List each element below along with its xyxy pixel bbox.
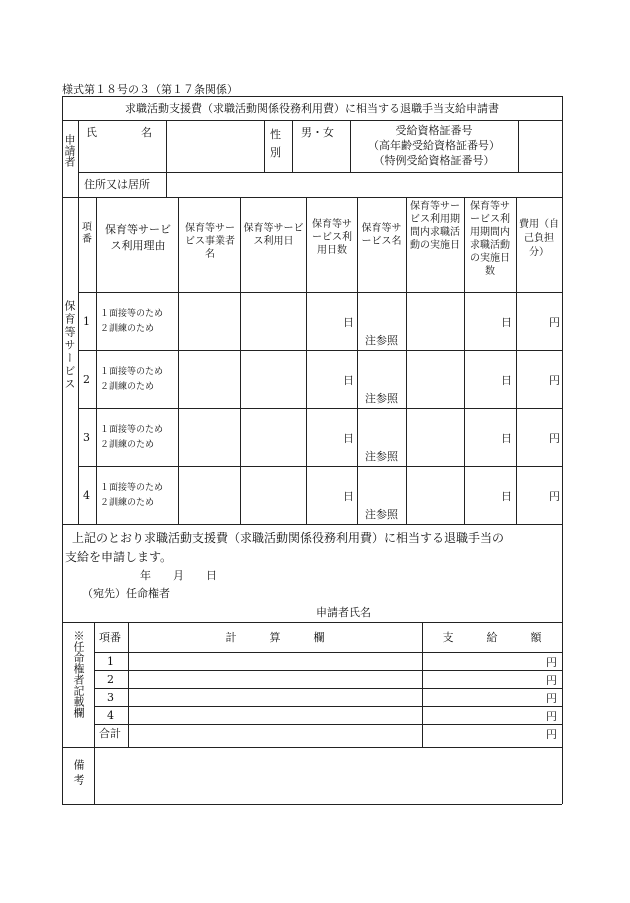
remarks-field[interactable] (95, 748, 561, 803)
official-row-total-yen: 円 (546, 728, 557, 741)
row-2-reason-option-2[interactable]: ２訓練のため (100, 382, 155, 392)
official-row-4-yen: 円 (546, 710, 557, 723)
official-header-amount: 支 給 額 (442, 631, 542, 644)
period-divider (306, 197, 307, 524)
row-4-cost-unit: 円 (549, 490, 560, 503)
frame-left (62, 96, 63, 804)
official-header-bottom (94, 652, 562, 653)
official-row-3-label: 3 (107, 691, 114, 704)
cert-number-field[interactable] (519, 121, 561, 171)
form-title: 求職活動支援費（求職活動関係役務利用費）に相当する退職手当支給申請書 (125, 102, 499, 115)
remarks-label: 備考 (72, 759, 85, 789)
applicant-section-label: 申請者 (63, 134, 76, 167)
frame-right (562, 96, 563, 804)
service-row3-bottom (78, 466, 562, 467)
sex-label-divider (292, 120, 293, 172)
row-3-activity-days-unit: 日 (501, 432, 512, 445)
official-row-3-yen: 円 (546, 692, 557, 705)
declaration-line-1: 上記のとおり求職活動支援費（求職活動関係役務利用費）に相当する退職手当の (72, 531, 505, 545)
address-field[interactable] (167, 173, 561, 196)
name-label: 氏 名 (86, 126, 152, 139)
applicant-bottom-line (62, 197, 562, 198)
official-row-total-label: 合計 (99, 727, 121, 740)
sex-options[interactable]: 男・女 (301, 126, 334, 139)
reason-divider (178, 197, 179, 524)
frame-top (62, 96, 562, 97)
row-1-activity-days-unit: 日 (501, 316, 512, 329)
name-value-divider (264, 120, 265, 172)
service-bottom-line (62, 524, 562, 525)
service-row2-bottom (78, 408, 562, 409)
row-2-reason-option-1[interactable]: １面接等のため (100, 367, 164, 377)
header-cost: 費用（自己負担分） (519, 219, 559, 258)
header-item-no: 項番 (82, 222, 92, 245)
header-provider: 保育等サービス事業者名 (185, 223, 235, 260)
official-row-4-bottom (94, 724, 562, 725)
name-field[interactable] (167, 121, 263, 171)
provider-divider (240, 197, 241, 524)
official-row-1-bottom (94, 670, 562, 671)
official-row-2-yen: 円 (546, 674, 557, 687)
header-activity-count: 保育等サービス利用期間内求職活動の実施日数 (470, 201, 510, 277)
row-2-cost-unit: 円 (549, 374, 560, 387)
official-row-4-label: 4 (107, 709, 114, 722)
row-3-number: 3 (83, 431, 90, 444)
service-name-divider (406, 197, 407, 524)
official-row-2-bottom (94, 688, 562, 689)
row-4-reason-option-2[interactable]: ２訓練のため (100, 498, 155, 508)
declaration-bottom-line (62, 622, 562, 623)
official-row-3-bottom (94, 706, 562, 707)
row-3-reason-option-2[interactable]: ２訓練のため (100, 440, 155, 450)
applicant-signature-label: 申請者氏名 (316, 606, 371, 619)
service-row1-bottom (78, 350, 562, 351)
official-header-calc: 計 算 欄 (225, 631, 325, 644)
row-4-days-unit: 日 (343, 490, 354, 503)
header-days: 保育等サービス利用日数 (312, 219, 352, 256)
service-section-label: 保育等サービス (63, 300, 76, 391)
activity-days-divider (464, 197, 465, 524)
row-2-days-unit: 日 (343, 374, 354, 387)
row-1-days-unit: 日 (343, 316, 354, 329)
row-1-number: 1 (83, 315, 90, 328)
row-4-reason-option-1[interactable]: １面接等のため (100, 483, 164, 493)
row-1-reason-option-1[interactable]: １面接等のため (100, 309, 164, 319)
applicant-label-divider (78, 120, 79, 197)
row-3-reason-option-1[interactable]: １面接等のため (100, 425, 164, 435)
row-2-note-ref: 注参照 (365, 392, 398, 405)
sex-label: 性別 (270, 128, 281, 159)
application-date[interactable]: 年 月 日 (140, 569, 217, 582)
title-bottom-line (62, 120, 562, 121)
row-4-note-ref: 注参照 (365, 508, 398, 521)
header-period: 保育等サービス利用日 (243, 223, 304, 247)
declaration-line-2: 支給を申請します。 (65, 550, 173, 564)
row-2-activity-days-unit: 日 (501, 374, 512, 387)
row-4-activity-days-unit: 日 (501, 490, 512, 503)
item-no-divider (96, 197, 97, 524)
row-2-number: 2 (83, 373, 90, 386)
row-4-number: 4 (83, 489, 90, 502)
service-label-divider (78, 197, 79, 524)
row-3-days-unit: 日 (343, 432, 354, 445)
header-service-name: 保育等サービス名 (361, 223, 402, 247)
row-1-reason-option-2[interactable]: ２訓練のため (100, 324, 155, 334)
official-header-item: 項番 (99, 631, 121, 644)
official-row-1-label: 1 (107, 655, 114, 668)
official-row-2-label: 2 (107, 673, 114, 686)
activity-count-divider (516, 197, 517, 524)
official-row-1-yen: 円 (546, 656, 557, 669)
address-label: 住所又は居所 (84, 178, 150, 191)
header-reason: 保育等サービス利用理由 (105, 223, 171, 252)
service-header-bottom-line (78, 292, 562, 293)
cert-number-label-special: （特例受給資格証番号） (373, 154, 495, 167)
row-3-note-ref: 注参照 (365, 450, 398, 463)
form-number: 様式第１８号の３（第１７条関係） (62, 83, 238, 96)
header-activity-days: 保育等サービス利用期間内求職活動の実施日 (410, 201, 460, 251)
days-divider (357, 197, 358, 524)
row-1-cost-unit: 円 (549, 316, 560, 329)
official-section-label: ※任命権者記載欄 (72, 630, 85, 718)
addressee: （宛先）任命権者 (82, 587, 170, 600)
row-1-note-ref: 注参照 (365, 334, 398, 347)
cert-number-label-elderly: （高年齢受給資格証番号） (368, 139, 500, 152)
cert-number-label: 受給資格証番号 (395, 124, 473, 137)
row-3-cost-unit: 円 (549, 432, 560, 445)
frame-bottom (62, 804, 562, 805)
